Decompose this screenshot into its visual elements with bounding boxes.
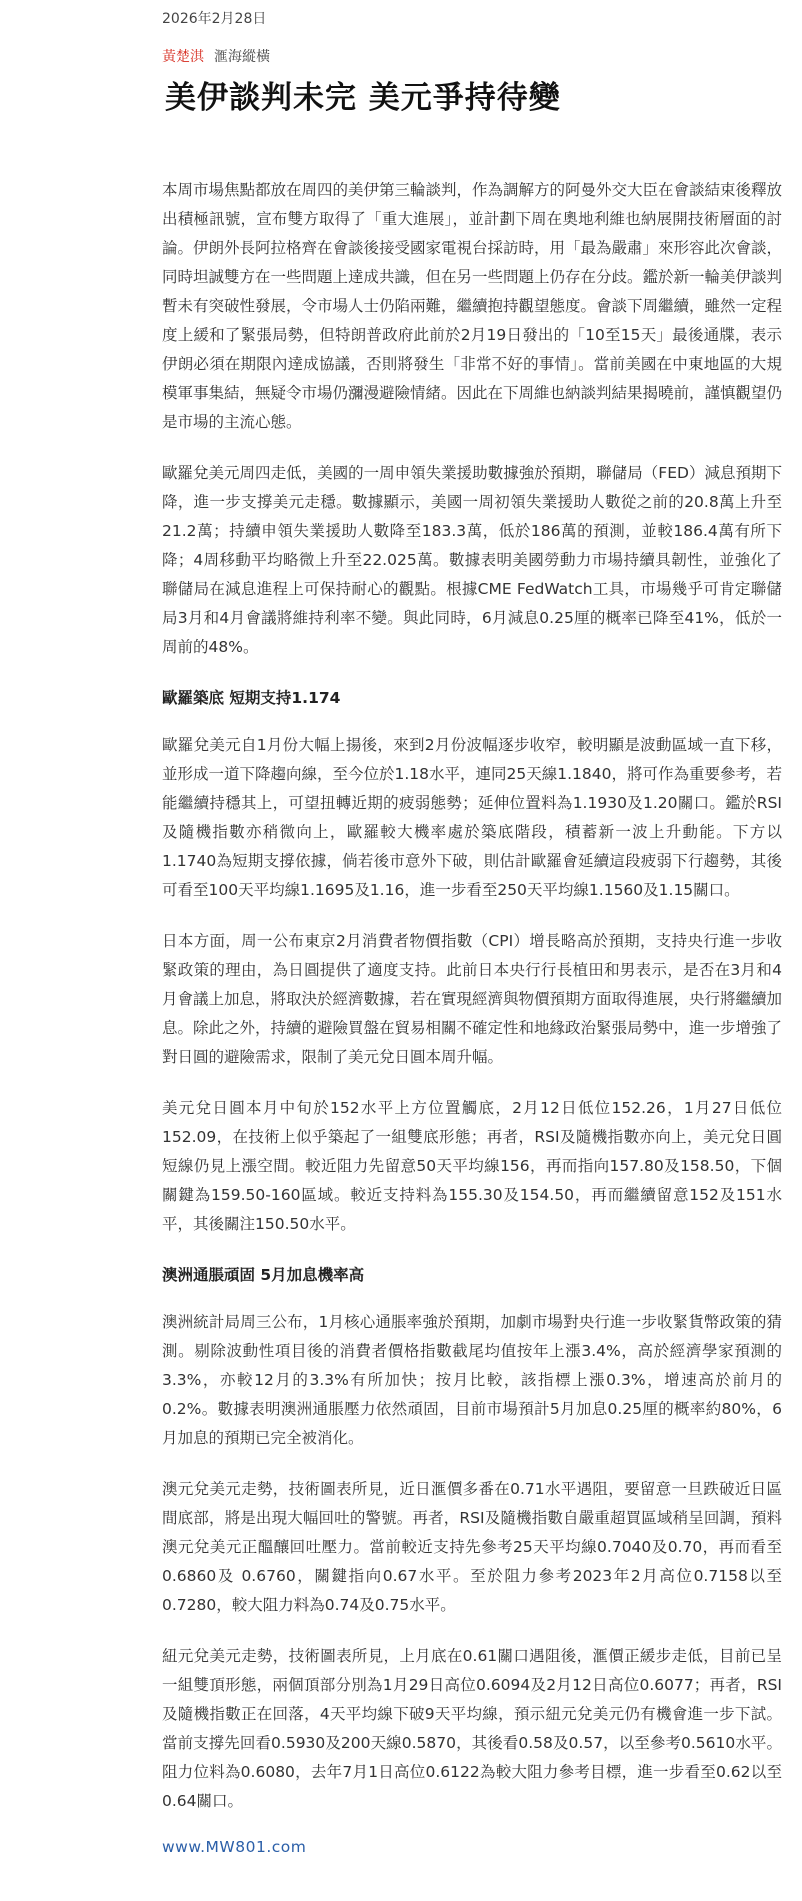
paragraph: 本周市場焦點都放在周四的美伊第三輪談判，作為調解方的阿曼外交大臣在會談結束後釋放出積極訊號，宣布雙方取得了「重大進展」，並計劃下周在奧地利維也納展開技術層面的討論。伊朗外長阿拉格齊在會談後接受國家電視台採訪時，用「最為嚴肅」來形容此次會談，同時坦誠雙方在一些問題上達成共識，但在另一些問題上仍存在分歧。鑑於新一輪美伊談判暫未有突破性發展，令市場人士仍陷兩難，繼續抱持觀望態度。會談下周繼續，雖然一定程度上緩和了緊張局勢，但特朗普政府此前於2月19日發出的「10至15天」最後通牒，表示伊朗必須在期限內達成協議，否則將發生「非常不好的事情」。當前美國在中東地區的大規模軍事集結，無疑令市場仍瀰漫避險情緒。因此在下周維也納談判結果揭曉前，謹慎觀望仍是市場的主流心態。	[162, 181, 783, 431]
paragraph: 日本方面，周一公布東京2月消費者物價指數（CPI）增長略高於預期，支持央行進一步收緊政策的理由，為日圓提供了適度支持。此前日本央行行長植田和男表示，是否在3月和4月會議上加息，將取決於經濟數據，若在實現經濟與物價預期方面取得進展，央行將繼續加息。除此之外，持續的避險買盤在貿易相關不確定性和地緣政治緊張局勢中，進一步增強了對日圓的避險需求，限制了美元兌日圓本周升幅。	[162, 932, 783, 1066]
paragraph: 澳洲統計局周三公布，1月核心通脹率強於預期，加劇市場對央行進一步收緊貨幣政策的猜測。剔除波動性項目後的消費者價格指數截尾均值按年上漲3.4%，高於經濟學家預測的3.3%，亦較12月的3.3%有所加快；按月比較，該指標上漲0.3%，增速高於前月的0.2%。數據表明澳洲通脹壓力依然頑固，目前市場預計5月加息0.25厘的概率約80%，6月加息的預期已完全被消化。	[162, 1313, 782, 1447]
paragraph: 紐元兌美元走勢，技術圖表所見，上月底在0.61關口遇阻後，滙價正緩步走低，目前已呈一組雙頂形態，兩個頂部分別為1月29日高位0.6094及2月12日高位0.6077；再者，RSI及隨機指數正在回落，4天平均線下破9天平均線，預示紐元兌美元仍有機會進一步下試。當前支撐先回看0.5930及200天線0.5870，其後看0.58及0.57，以至參考0.5610水平。阻力位料為0.6080，去年7月1日高位0.6122為較大阻力參考目標，進一步看至0.62以至0.64關口。	[162, 1647, 782, 1810]
author-name[interactable]: 黃楚淇	[162, 49, 204, 65]
byline	[162, 46, 270, 66]
paragraph: 澳元兌美元走勢，技術圖表所見，近日滙價多番在0.71水平遇阻，要留意一旦跌破近日區間底部，將是出現大幅回吐的警號。再者，RSI及隨機指數自嚴重超買區域稍呈回調，預料澳元兌美元正醞釀回吐壓力。當前較近支持先參考25天平均線0.7040及0.70，再而看至0.6860及 0.6760，關鍵指向0.67水平。至於阻力參考2023年2月高位0.7158以至0.7280，較大阻力料為0.74及0.75水平。	[162, 1480, 782, 1614]
paragraph: 美元兌日圓本月中旬於152水平上方位置觸底，2月12日低位152.26，1月27日低位152.09，在技術上似乎築起了一組雙底形態；再者，RSI及隨機指數亦向上，美元兌日圓短線仍見上漲空間。較近阻力先留意50天平均線156，再而指向157.80及158.50，下個關鍵為159.50-160區域。較近支持料為155.30及154.50，再而繼續留意152及151水平，其後關注150.50水平。	[162, 1099, 782, 1233]
column-name: 滙海縱橫	[214, 49, 270, 65]
article-title: 美伊談判未完 美元爭持待變	[165, 80, 561, 116]
article-body	[162, 176, 782, 1856]
publish-date: 2026年2月28日	[162, 11, 267, 27]
paragraph: 歐羅兌美元自1月份大幅上揚後，來到2月份波幅逐步收窄，較明顯是波動區域一直下移，並形成一道下降趨向線，至今位於1.18水平，連同25天線1.1840，將可作為重要參考，若能繼續持穩其上，可望扭轉近期的疲弱態勢；延伸位置料為1.1930及1.20關口。鑑於RSI及隨機指數亦稍微向上，歐羅較大機率處於築底階段，積蓄新一波上升動能。下方以1.1740為短期支撐依據，倘若後市意外下破，則估計歐羅會延續這段疲弱下行趨勢，其後可看至100天平均線1.1695及1.16，進一步看至250天平均線1.1560及1.15關口。	[162, 736, 782, 899]
paragraph: 歐羅兌美元周四走低，美國的一周申領失業援助數據強於預期，聯儲局（FED）減息預期下降，進一步支撐美元走穩。數據顯示，美國一周初領失業援助人數從之前的20.8萬上升至21.2萬；持續申領失業援助人數降至183.3萬，低於186萬的預測，並較186.4萬有所下降；4周移動平均略微上升至22.025萬。數據表明美國勞動力市場持續具韌性，並強化了聯儲局在減息進程上可保持耐心的觀點。根據CME FedWatch工具，市場幾乎可肯定聯儲局3月和4月會議將維持利率不變。與此同時，6月減息0.25厘的概率已降至41%，低於一周前的48%。	[162, 464, 782, 656]
section-heading: 歐羅築底 短期支持1.174	[162, 689, 341, 707]
site-link[interactable]: www.MW801.com	[162, 1838, 307, 1856]
section-heading: 澳洲通脹頑固 5月加息機率高	[162, 1266, 365, 1284]
